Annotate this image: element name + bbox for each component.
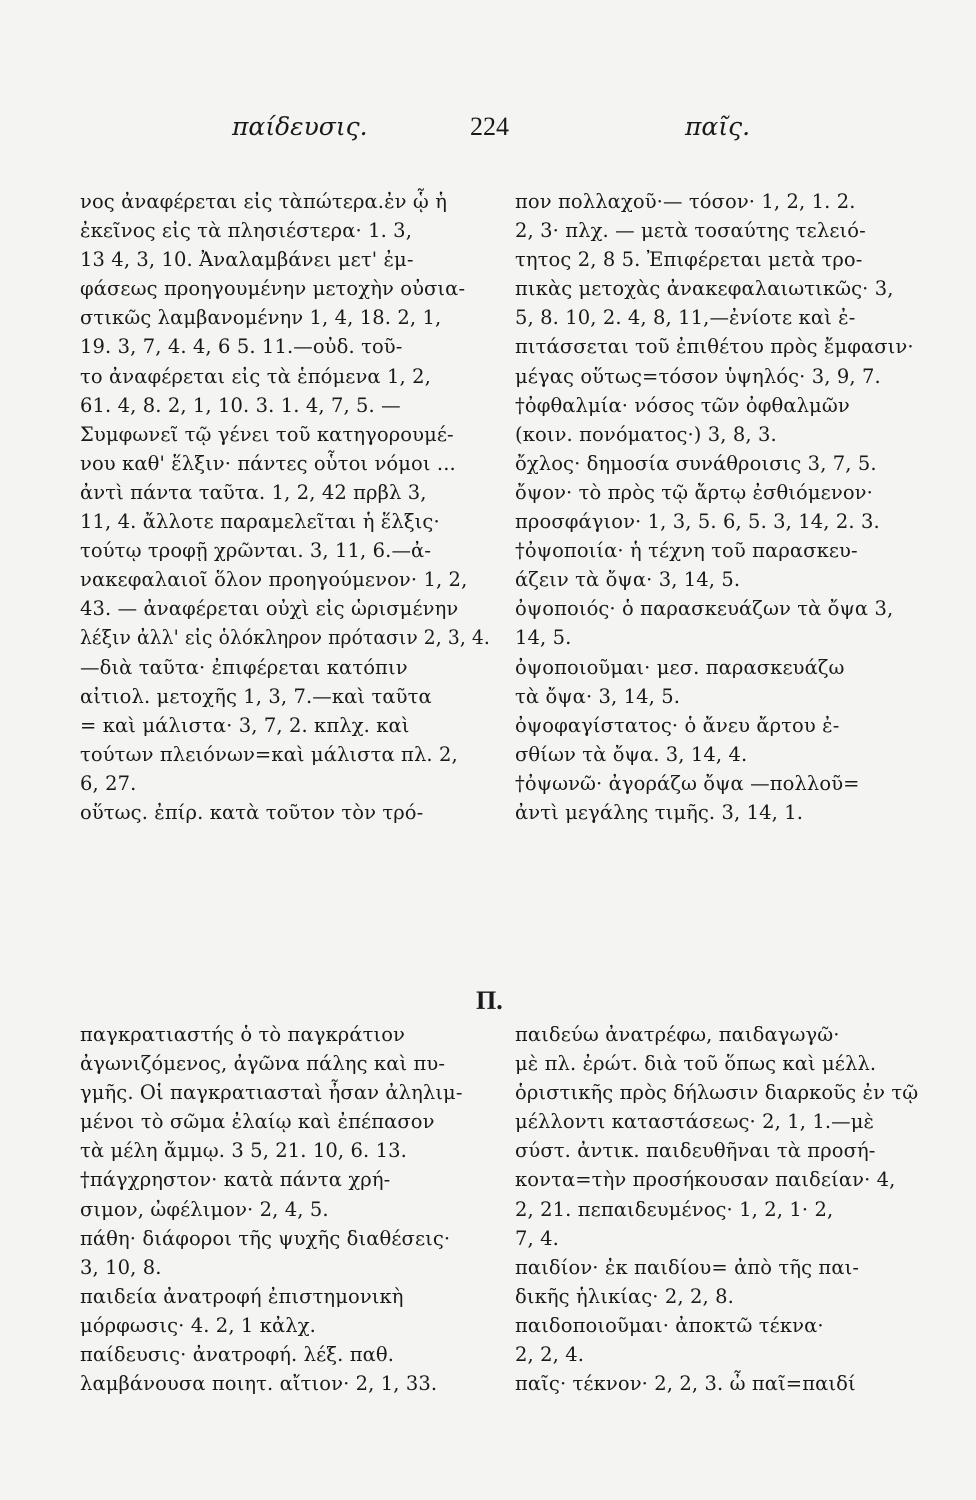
text-line: παιδοποιοῦμαι· ἀποκτῶ τέκνα· [515,1313,824,1337]
text-line: στικῶς λαμβανομένην 1, 4, 18. 2, 1, [80,306,442,330]
text-line: παιδεία ἀνατροφή ἐπιστημονικὴ [80,1284,404,1308]
text-line: γμῆς. Οἱ παγκρατιασταὶ ἦσαν ἀληλιμ- [80,1081,463,1105]
text-line: πον πολλαχοῦ·— τόσον· 1, 2, 1. 2. [515,190,856,213]
text-line: †πάγχρηστον· κατὰ πάντα χρή- [80,1168,391,1192]
text-line: ὁριστικῆς πρὸς δήλωσιν διαρκοῦς ἐν τῷ [515,1081,919,1105]
text-line: σθίων τὰ ὄψα. 3, 14, 4. [515,742,748,766]
text-line: αἰτιολ. μετοχῆς 1, 3, 7.—καὶ ταῦτα [80,684,432,708]
text-line: ὄψον· τὸ πρὸς τῷ ἄρτῳ ἐσθιόμενον· [515,480,873,504]
text-line: ὀψοποιός· ὁ παρασκευάζων τὰ ὄψα 3, [515,597,894,621]
text-line: 7, 4. [515,1226,559,1250]
text-line: φάσεως προηγουμένην μετοχὴν οὐσια- [80,277,466,301]
text-line: οὕτως. ἐπίρ. κατὰ τοῦτον τὸν τρό- [80,800,424,824]
text-line: 5, 8. 10, 2. 4, 8, 11,—ἐνίοτε καὶ ἐ- [515,306,856,330]
text-line: μὲ πλ. ἐρώτ. διὰ τοῦ ὅπως καὶ μέλλ. [515,1052,877,1076]
text-line: παίδευσις· ἀνατροφή. λέξ. παθ. [80,1343,395,1367]
text-line: 3, 10, 8. [80,1255,162,1279]
text-line: 43. — ἀναφέρεται οὐχὶ εἰς ὡρισμένην [80,597,459,621]
text-line: 13 4, 3, 10. Ἀναλαμβάνει μετ' ἐμ- [80,248,414,272]
section-heading: Π. [476,986,503,1015]
header-last-entry: παῖς. [685,112,751,141]
text-line: 19. 3, 7, 4. 4, 6 5. 11.—οὐδ. τοῦ- [80,335,403,359]
text-line: τητος 2, 8 5. Ἐπιφέρεται μετὰ τρο- [515,248,863,272]
text-line: σύστ. ἀντικ. παιδευθῆναι τὰ προσή- [515,1139,876,1163]
text-line: το ἀναφέρεται εἰς τὰ ἑπόμενα 1, 2, [80,364,431,388]
text-line: Συμφωνεῖ τῷ γένει τοῦ κατηγορουμέ- [80,422,454,446]
text-line: πικὰς μετοχὰς ἀνακεφαλαιωτικῶς· 3, [515,277,894,301]
text-line: λέξιν ἀλλ' εἰς ὁλόκληρον πρότασιν 2, 3, 4. [80,626,490,650]
text-line: 14, 5. [515,626,572,650]
text-line: 2, 21. πεπαιδευμένος· 1, 2, 1· 2, [515,1197,834,1221]
text-line: = καὶ μάλιστα· 3, 7, 2. κπλχ. καὶ [80,713,410,737]
text-line: σιμον, ὠφέλιμον· 2, 4, 5. [80,1197,329,1221]
left-column-bottom [80,1020,490,1398]
text-line: παιδίον· ἐκ παιδίου= ἀπὸ τῆς παι- [515,1255,860,1279]
text-line: μένοι τὸ σῶμα ἐλαίῳ καὶ ἐπέπασον [80,1110,435,1134]
text-line: (κοιν. πονόματος·) 3, 8, 3. [515,422,777,446]
text-line: μέλλοντι καταστάσεως· 2, 1, 1.—μὲ [515,1110,875,1134]
right-column-bottom [515,1020,935,1398]
text-line: 2, 3· πλχ. — μετὰ τοσαύτης τελειό- [515,219,866,243]
text-line: τούτῳ τροφῇ χρῶνται. 3, 11, 6.—ἀ- [80,539,432,563]
text-line: †ὀφθαλμία· νόσος τῶν ὀφθαλμῶν [515,393,850,417]
text-line: νος ἀναφέρεται εἰς τὰπώτερα.ἐν ᾧ ἡ [80,190,447,213]
text-line: ὄχλος· δημοσία συνάθροισις 3, 7, 5. [515,451,877,475]
text-line: νου καθ' ἕλξιν· πάντες οὗτοι νόμοι ... [80,451,456,475]
text-line: παγκρατιαστής ὁ τὸ παγκράτιον [80,1023,406,1046]
text-line: ὀψοφαγίστατος· ὁ ἄνευ ἄρτου ἐ- [515,713,840,737]
text-line: τὰ μέλη ἄμμῳ. 3 5, 21. 10, 6. 13. [80,1139,407,1163]
text-line: παιδεύω ἀνατρέφω, παιδαγωγῶ· [515,1023,840,1046]
text-line: —διὰ ταῦτα· ἐπιφέρεται κατόπιν [80,655,408,679]
right-column-top [515,187,935,827]
text-line: δικῆς ἡλικίας· 2, 2, 8. [515,1284,734,1308]
page-header [0,112,976,152]
text-line: ἐκεῖνος εἰς τὰ πλησιέστερα· 1. 3, [80,219,412,243]
text-line: πάθη· διάφοροι τῆς ψυχῆς διαθέσεις· [80,1226,451,1250]
left-column-top [80,187,490,827]
text-line: ἀντὶ πάντα ταῦτα. 1, 2, 42 πρβλ 3, [80,480,427,504]
text-line: μέγας οὕτως=τόσον ὑψηλός· 3, 9, 7. [515,364,881,388]
text-line: μόρφωσις· 4. 2, 1 κἀλχ. [80,1313,316,1337]
text-line: 61. 4, 8. 2, 1, 10. 3. 1. 4, 7, 5. — [80,393,401,417]
text-line: 6, 27. [80,771,137,795]
text-line: κοντα=τὴν προσήκουσαν παιδείαν· 4, [515,1168,896,1192]
text-line: άζειν τὰ ὄψα· 3, 14, 5. [515,568,741,592]
text-line: τὰ ὄψα· 3, 14, 5. [515,684,681,708]
text-line: ἀγωνιζόμενος, ἀγῶνα πάλης καὶ πυ- [80,1052,446,1076]
text-line: †ὀψωνῶ· ἀγοράζω ὄψα —πολλοῦ= [515,771,860,795]
text-line: †ὀψοποιία· ἡ τέχνη τοῦ παρασκευ- [515,539,858,563]
text-line: ὀψοποιοῦμαι· μεσ. παρασκευάζω [515,655,845,679]
text-line: παῖς· τέκνον· 2, 2, 3. ὦ παῖ=παιδί [515,1372,856,1396]
text-line: τούτων πλειόνων=καὶ μάλιστα πλ. 2, [80,742,458,766]
text-line: πιτάσσεται τοῦ ἐπιθέτου πρὸς ἔμφασιν· [515,335,914,359]
text-line: προσφάγιον· 1, 3, 5. 6, 5. 3, 14, 2. 3. [515,510,880,534]
text-line: ἀντὶ μεγάλης τιμῆς. 3, 14, 1. [515,800,804,824]
header-first-entry: παίδευσις. [232,112,368,141]
text-line: νακεφαλαιοῖ ὅλον προηγούμενον· 1, 2, [80,568,468,592]
text-line: 2, 2, 4. [515,1343,585,1367]
text-line: λαμβάνουσα ποιητ. αἴτιον· 2, 1, 33. [80,1372,438,1396]
text-line: 11, 4. ἄλλοτε παραμελεῖται ἡ ἕλξις· [80,510,440,534]
page-number: 224 [470,112,509,141]
